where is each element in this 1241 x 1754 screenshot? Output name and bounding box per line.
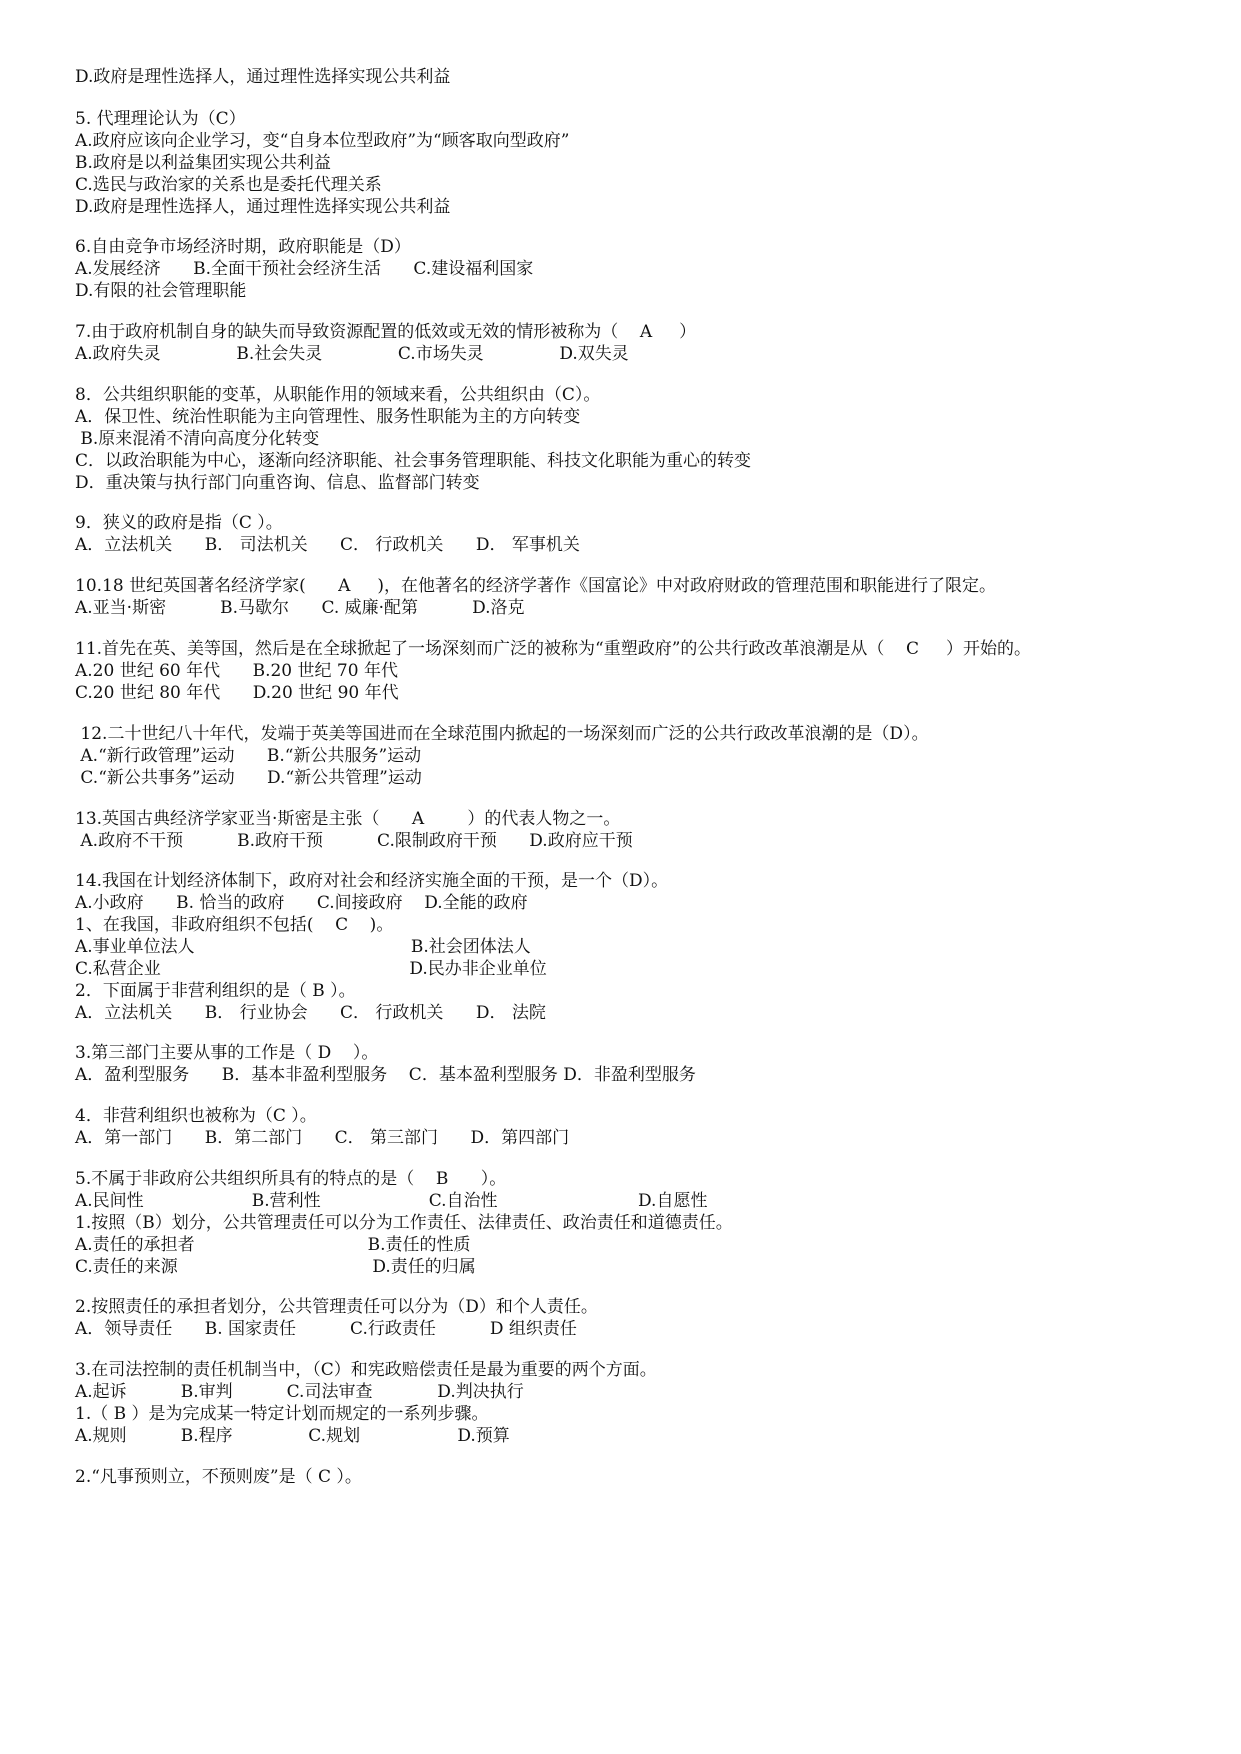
option-line: D.有限的社会管理职能 [75, 281, 247, 301]
option-line: C.私营企业 D.民办非企业单位 [75, 959, 547, 979]
option-line: A.责任的承担者 B.责任的性质 [75, 1235, 471, 1255]
question-ngo-1: 1、在我国，非政府组织不包括( C )。 [75, 915, 394, 935]
option-line: A．领导责任 B. 国家责任 C.行政责任 D 组织责任 [75, 1319, 577, 1339]
question-14: 14.我国在计划经济体制下，政府对社会和经济实施全面的干预，是一个（D）。 [75, 871, 669, 891]
question-plan-2: 2.“凡事预则立，不预则废”是（ C ）。 [75, 1467, 362, 1487]
option-line: A.政府失灵 B.社会失灵 C.市场失灵 D.双失灵 [75, 344, 629, 364]
option-line: A.事业单位法人 B.社会团体法人 [75, 937, 531, 957]
question-6: 6.自由竞争市场经济时期，政府职能是（D） [75, 237, 411, 257]
question-resp-3: 3.在司法控制的责任机制当中，（C）和宪政赔偿责任是最为重要的两个方面。 [75, 1360, 657, 1380]
option-line: A.规则 B.程序 C.规划 D.预算 [75, 1426, 510, 1446]
option-line: B.政府是以利益集团实现公共利益 [75, 153, 331, 173]
option-line: C．以政治职能为中心，逐渐向经济职能、社会事务管理职能、科技文化职能为重心的转变 [75, 451, 752, 471]
option-line: A．立法机关 B． 司法机关 C． 行政机关 D． 军事机关 [75, 535, 580, 555]
option-line: C.选民与政治家的关系也是委托代理关系 [75, 175, 382, 195]
question-13: 13.英国古典经济学家亚当·斯密是主张（ A ）的代表人物之一。 [75, 809, 621, 829]
option-line: A.“新行政管理”运动 B.“新公共服务”运动 [75, 746, 422, 766]
text-line: D.政府是理性选择人，通过理性选择实现公共利益 [75, 67, 451, 87]
question-ngo-4: 4．非营利组织也被称为（C ）。 [75, 1106, 317, 1126]
question-9: 9．狭义的政府是指（C ）。 [75, 513, 283, 533]
option-line: A．第一部门 B．第二部门 C． 第三部门 D．第四部门 [75, 1128, 570, 1148]
option-line: D．重决策与执行部门向重咨询、信息、监督部门转变 [75, 473, 480, 493]
question-ngo-2: 2．下面属于非营利组织的是（ B ）。 [75, 981, 356, 1001]
option-line: A.政府应该向企业学习，变“自身本位型政府”为“顾客取向型政府” [75, 131, 570, 151]
option-line: C.20 世纪 80 年代 D.20 世纪 90 年代 [75, 683, 399, 703]
question-resp-2: 2.按照责任的承担者划分，公共管理责任可以分为（D）和个人责任。 [75, 1297, 598, 1317]
option-line: A.发展经济 B.全面干预社会经济生活 C.建设福利国家 [75, 259, 534, 279]
option-line: A.政府不干预 B.政府干预 C.限制政府干预 D.政府应干预 [75, 831, 633, 851]
option-line: D.政府是理性选择人，通过理性选择实现公共利益 [75, 197, 451, 217]
option-line: A．立法机关 B． 行业协会 C． 行政机关 D． 法院 [75, 1003, 546, 1023]
question-8: 8．公共组织职能的变革，从职能作用的领域来看，公共组织由（C）。 [75, 385, 601, 405]
option-line: A．盈利型服务 B．基本非盈利型服务 C．基本盈利型服务 D．非盈利型服务 [75, 1065, 696, 1085]
question-7: 7.由于政府机制自身的缺失而导致资源配置的低效或无效的情形被称为（ A ） [75, 322, 697, 342]
question-11: 11.首先在英、美等国，然后是在全球掀起了一场深刻而广泛的被称为“重塑政府”的公共行政改革浪潮是从（ C ）开始的。 [75, 639, 1032, 659]
option-line: A.起诉 B.审判 C.司法审查 D.判决执行 [75, 1382, 524, 1402]
option-line: A.20 世纪 60 年代 B.20 世纪 70 年代 [75, 661, 398, 681]
question-ngo-3: 3.第三部门主要从事的工作是（ D ）。 [75, 1043, 379, 1063]
option-line: C.责任的来源 D.责任的归属 [75, 1257, 476, 1277]
option-line: A.亚当·斯密 B.马歇尔 C. 威廉·配第 D.洛克 [75, 598, 525, 618]
option-line: C.“新公共事务”运动 D.“新公共管理”运动 [75, 768, 422, 788]
question-12: 12.二十世纪八十年代，发端于英美等国进而在全球范围内掀起的一场深刻而广泛的公共行政改革浪潮的是（D）。 [75, 724, 929, 744]
option-line: A.小政府 B. 恰当的政府 C.间接政府 D.全能的政府 [75, 893, 528, 913]
question-resp-1: 1.按照（B）划分，公共管理责任可以分为工作责任、法律责任、政治责任和道德责任。 [75, 1213, 733, 1233]
option-line: A.民间性 B.营利性 C.自治性 D.自愿性 [75, 1191, 708, 1211]
option-line: A．保卫性、统治性职能为主向管理性、服务性职能为主的方向转变 [75, 407, 581, 427]
question-plan-1: 1.（ B ）是为完成某一特定计划而规定的一系列步骤。 [75, 1404, 489, 1424]
question-5-agency: 5. 代理理论认为（C） [75, 109, 246, 129]
option-line: B.原来混淆不清向高度分化转变 [75, 429, 320, 449]
question-10: 10.18 世纪英国著名经济学家( A )，在他著名的经济学著作《国富论》中对政府财政的管理范围和职能进行了限定。 [75, 576, 997, 596]
question-ngo-5: 5.不属于非政府公共组织所具有的特点的是（ B ）。 [75, 1169, 507, 1189]
